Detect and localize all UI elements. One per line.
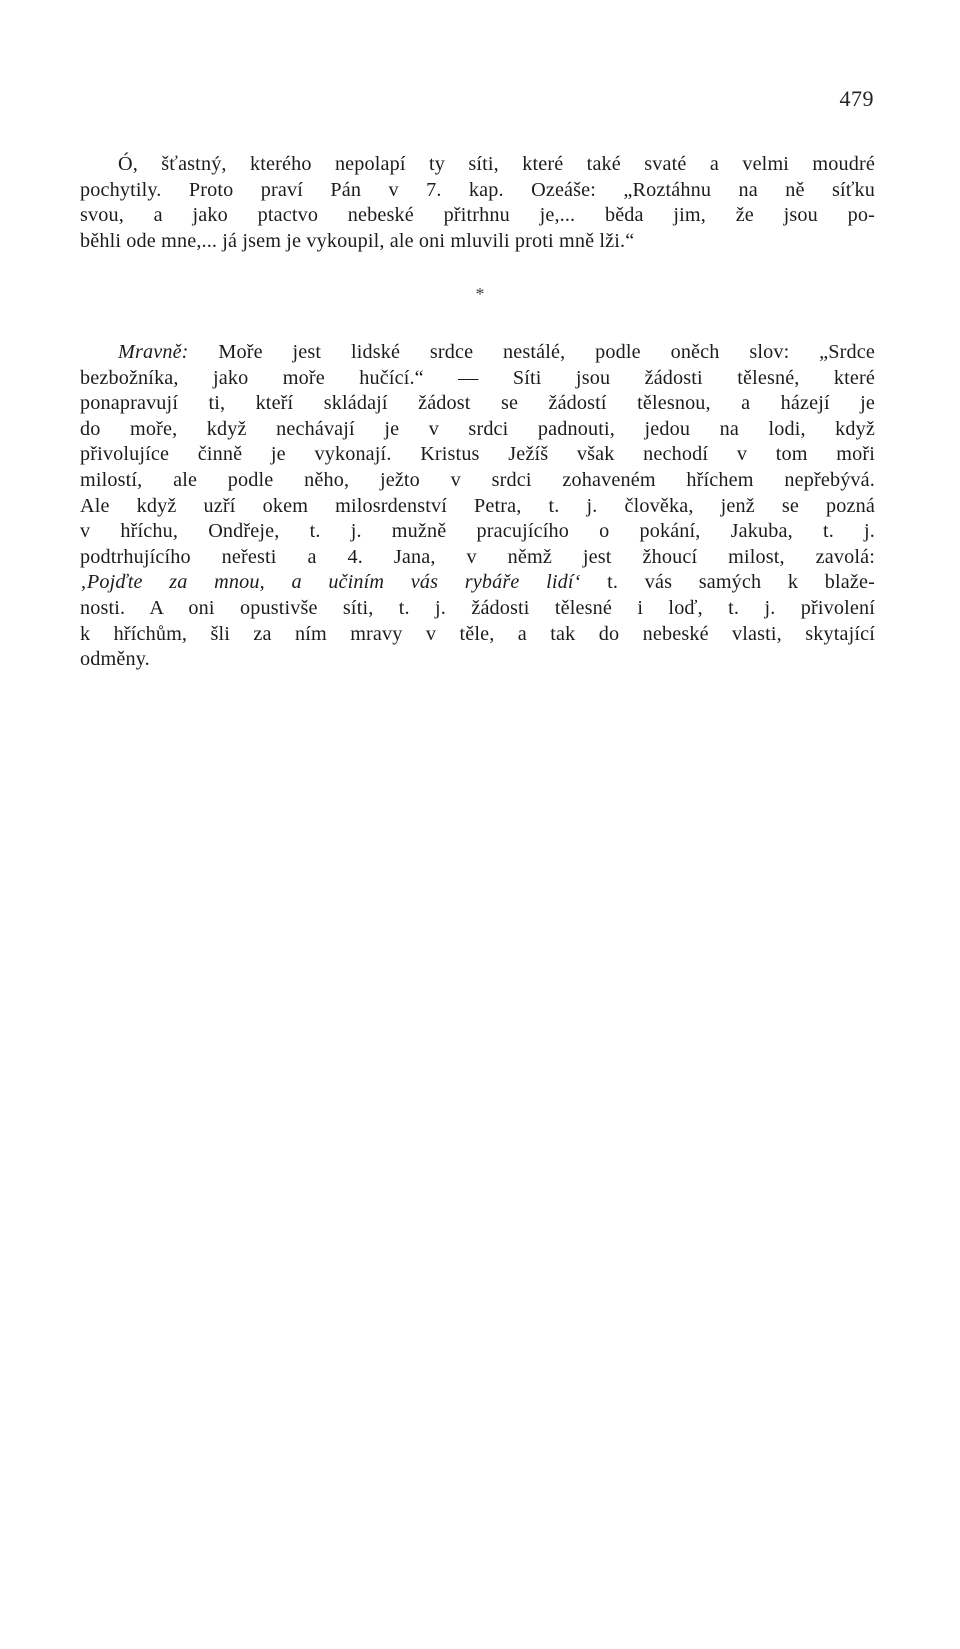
page-number: 479 [839, 86, 874, 111]
text-segment: t. vás samých k blaže- [580, 571, 875, 594]
text-line: odměny. [80, 648, 150, 671]
text-line: běhli ode mne,... já jsem je vykoupil, ale oni mluvili proti mně lži.“ [80, 229, 635, 252]
text-line: ponapravují ti, kteří skládají žádost se žádostí tělesnou, a házejí je [80, 392, 875, 415]
text-line: nosti. A oni opustivše síti, t. j. žádosti tělesné i loď, t. j. přivolení [80, 596, 875, 619]
text-line: podtrhujícího neřesti a 4. Jana, v němž jest žhoucí milost, zavolá: [80, 545, 875, 568]
italic-quote: ‚Pojďte za mnou, a učiním vás rybáře lidí‘ [80, 571, 581, 594]
text-line: do moře, když nechávají je v srdci padnouti, jedou na lodi, když [80, 417, 875, 440]
section-separator: * [475, 284, 485, 304]
text-line: přivolujíce činně je vykonají. Kristus Ježíš však nechodí v tom moři [80, 443, 875, 466]
text-line: v hříchu, Ondřeje, t. j. mužně pracujícího o pokání, Jakuba, t. j. [80, 520, 875, 543]
text-line: Ó, šťastný, kterého nepolapí ty síti, které také svaté a velmi moudré [118, 153, 875, 175]
text-line: Ale když uzří okem milosrdenství Petra, t. j. člověka, jenž se pozná [80, 494, 875, 517]
text-line: milostí, ale podle něho, ježto v srdci zohaveném hříchem nepřebývá. [80, 468, 875, 491]
paragraph-2 [80, 340, 875, 673]
text-line: pochytily. Proto praví Pán v 7. kap. Ozeáše: „Roztáhnu na ně síťku [80, 178, 875, 201]
text-line: bezbožníka, jako moře hučící.“ — Síti jsou žádosti tělesné, které [80, 366, 875, 389]
text-segment: Moře jest lidské srdce nestálé, podle oněch slov: „Srdce [188, 341, 875, 363]
text-line [80, 340, 875, 366]
italic-lead: Mravně: [118, 341, 189, 363]
paragraph-1 [80, 152, 875, 254]
text-line: svou, a jako ptactvo nebeské přitrhnu je,... běda jim, že jsou po- [80, 204, 875, 227]
text-line: k hříchům, šli za ním mravy v těle, a tak do nebeské vlasti, skytající [80, 622, 875, 645]
text-line [80, 570, 875, 596]
